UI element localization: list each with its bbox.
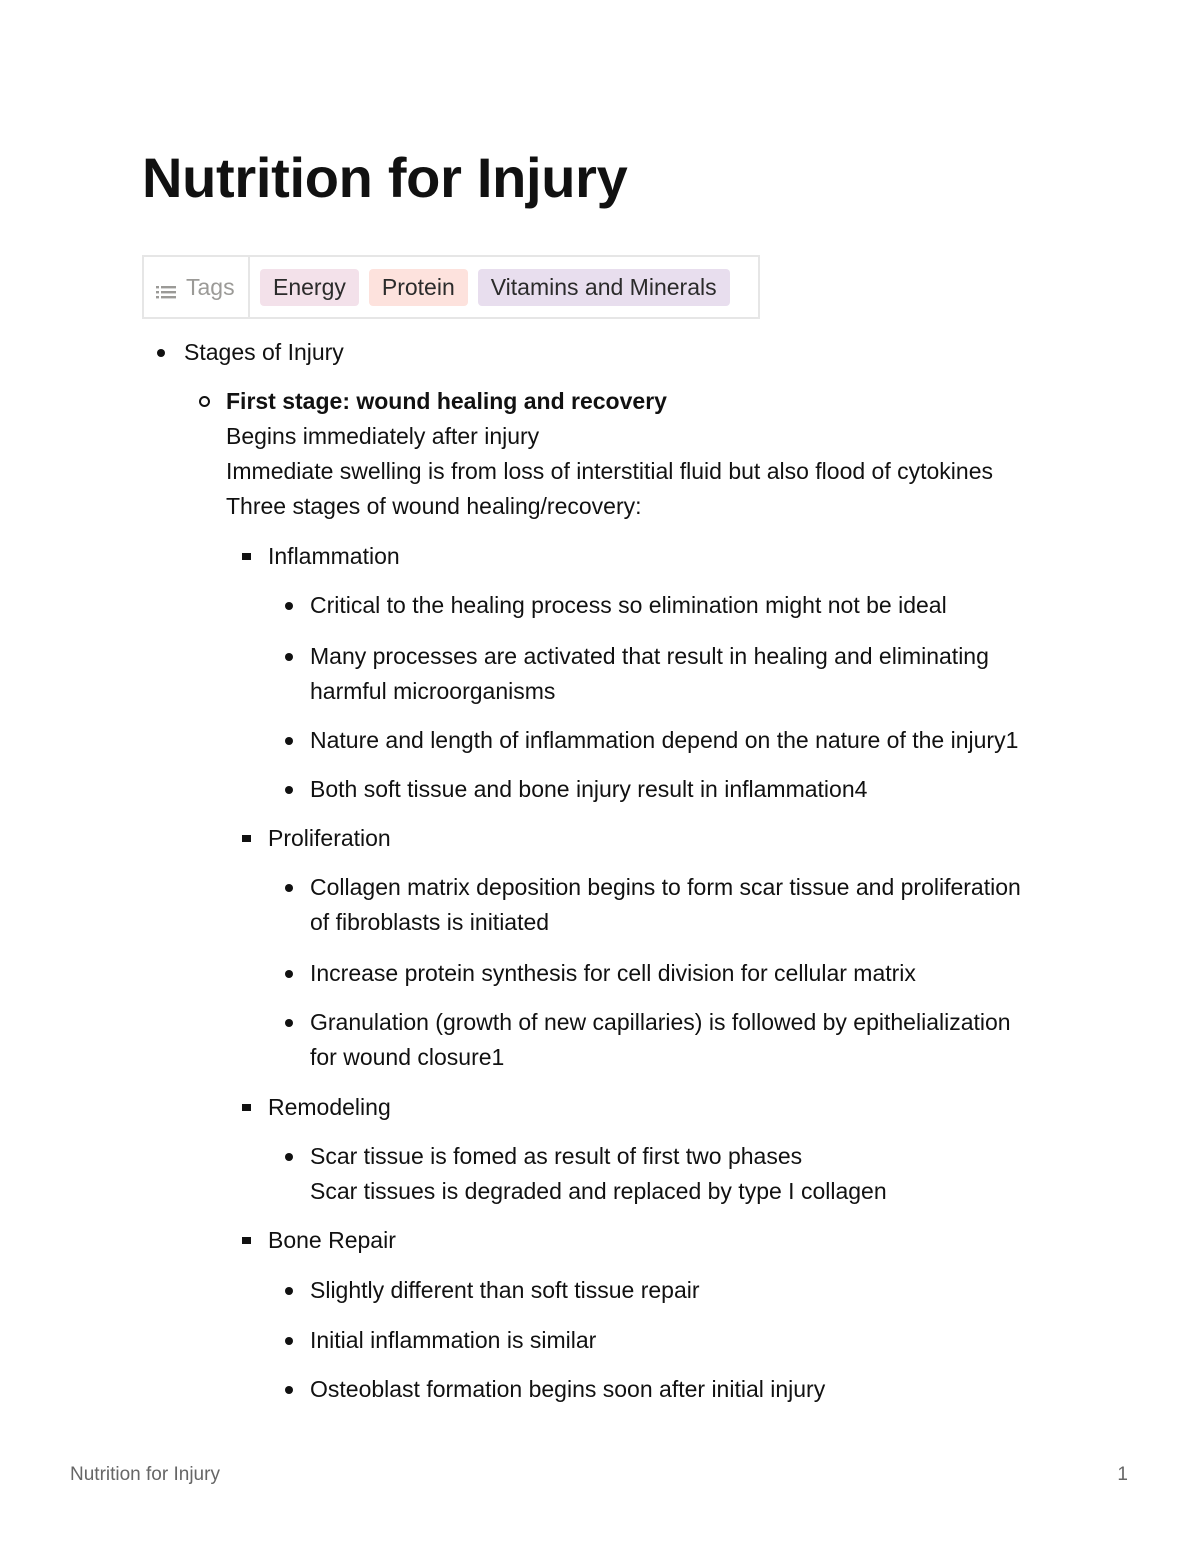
tag-vitamins-minerals[interactable]: Vitamins and Minerals bbox=[478, 269, 730, 306]
disc-bullet-icon bbox=[285, 884, 293, 892]
list-item: Granulation (growth of new capillaries) is followed by epithelialization for wound closure1 bbox=[310, 1005, 1011, 1075]
footer-title: Nutrition for Injury bbox=[70, 1464, 220, 1485]
disc-bullet-icon bbox=[285, 1153, 293, 1161]
square-bullet-icon bbox=[242, 553, 251, 560]
list-item: Osteoblast formation begins soon after initial injury bbox=[310, 1372, 825, 1407]
disc-bullet-icon bbox=[285, 1287, 293, 1295]
page-title: Nutrition for Injury bbox=[142, 146, 628, 209]
list-icon bbox=[156, 279, 176, 295]
square-bullet-icon bbox=[242, 835, 251, 842]
list-item: Bone Repair bbox=[268, 1223, 396, 1258]
tag-protein[interactable]: Protein bbox=[369, 269, 468, 306]
square-bullet-icon bbox=[242, 1237, 251, 1244]
disc-bullet-icon bbox=[285, 786, 293, 794]
list-item: Critical to the healing process so elimination might not be ideal bbox=[310, 588, 947, 623]
disc-bullet-icon bbox=[285, 1019, 293, 1027]
list-item: Many processes are activated that result in healing and eliminating harmful microorganisms bbox=[310, 639, 989, 709]
tag-energy[interactable]: Energy bbox=[260, 269, 359, 306]
disc-bullet-icon bbox=[157, 349, 165, 357]
disc-bullet-icon bbox=[285, 1386, 293, 1394]
list-item: Proliferation bbox=[268, 821, 391, 856]
list-item: Stages of Injury bbox=[184, 335, 344, 370]
list-item: Nature and length of inflammation depend on the nature of the injury1 bbox=[310, 723, 1018, 758]
circle-bullet-icon bbox=[199, 396, 210, 407]
list-item: First stage: wound healing and recovery Begins immediately after injury Immediate swelling is from loss of interstitial fluid but also flood of cytokines Three stages of wound healing/recovery: bbox=[226, 384, 993, 524]
page-number: 1 bbox=[1117, 1464, 1128, 1485]
disc-bullet-icon bbox=[285, 737, 293, 745]
list-item: Inflammation bbox=[268, 539, 400, 574]
list-item: Remodeling bbox=[268, 1090, 391, 1125]
tags-values bbox=[250, 257, 730, 317]
tags-property-label bbox=[144, 257, 250, 317]
list-item: Both soft tissue and bone injury result in inflammation4 bbox=[310, 772, 867, 807]
disc-bullet-icon bbox=[285, 602, 293, 610]
disc-bullet-icon bbox=[285, 1337, 293, 1345]
tags-label: Tags bbox=[186, 273, 235, 300]
list-item: Increase protein synthesis for cell division for cellular matrix bbox=[310, 956, 916, 991]
disc-bullet-icon bbox=[285, 970, 293, 978]
square-bullet-icon bbox=[242, 1104, 251, 1111]
disc-bullet-icon bbox=[285, 653, 293, 661]
list-item: Scar tissue is fomed as result of first two phases Scar tissues is degraded and replaced by type I collagen bbox=[310, 1139, 887, 1209]
tags-property bbox=[142, 255, 760, 319]
list-item: Collagen matrix deposition begins to form scar tissue and proliferation of fibroblasts is initiated bbox=[310, 870, 1021, 940]
list-item: Slightly different than soft tissue repair bbox=[310, 1273, 700, 1308]
list-item: Initial inflammation is similar bbox=[310, 1323, 596, 1358]
